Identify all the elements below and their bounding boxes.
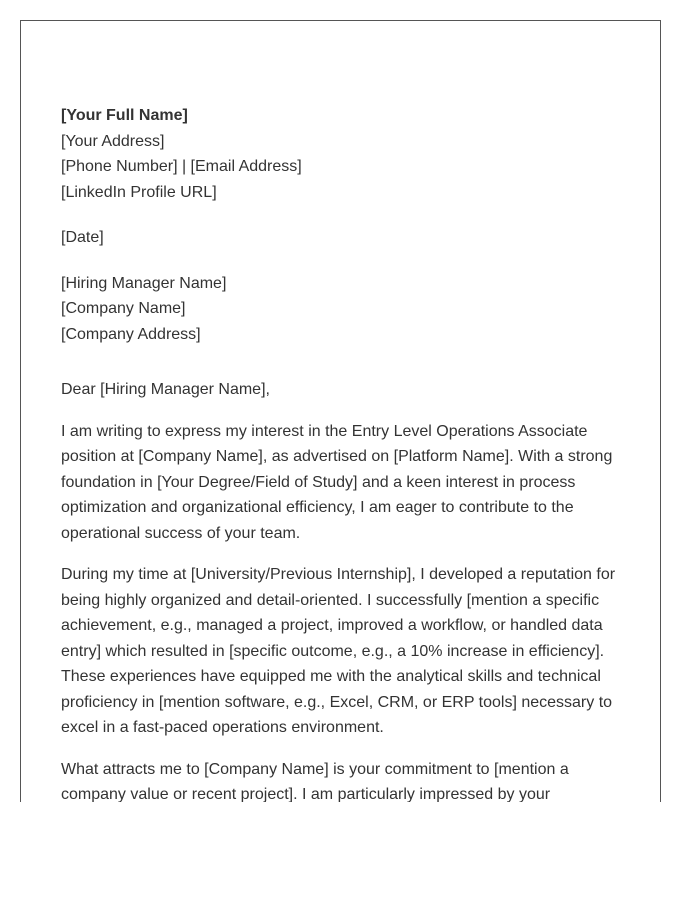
sender-linkedin: [LinkedIn Profile URL] [61,183,217,201]
letter-content [61,103,621,802]
sender-contact: [Phone Number] | [Email Address] [61,158,302,175]
date-text: [Date] [61,229,104,246]
recipient-company: [Company Name] [61,300,186,317]
salutation: Dear [Hiring Manager Name], [61,381,270,398]
recipient-block [61,271,621,348]
body-paragraph-1: I am writing to express my interest in the Entry Level Operations Associate position at [Company Name], as advertised on [Platform Name]. With a strong foundation in [Your Degree/Field of Study] and a keen interest in process optimization and organizational efficiency, I am eager to contribute to the operational success of your team. [61,422,613,542]
recipient-address: [Company Address] [61,325,201,343]
sender-address: [Your Address] [61,132,165,150]
body-paragraph-3: What attracts me to [Company Name] is your commitment to [mention a company value or recent project]. I am particularly impressed by your [61,760,569,802]
recipient-manager: [Hiring Manager Name] [61,274,227,292]
body-paragraph-2: During my time at [University/Previous Internship], I developed a reputation for being highly organized and detail-oriented. I successfully [mention a specific achievement, e.g., managed a project, improved a workflow, or handled data entry] which resulted in [specific outcome, e.g., a 10% increase in efficiency]. These experiences have equipped me with the analytical skills and technical proficiency in [mention software, e.g., Excel, CRM, or ERP tools] necessary to excel in a fast-paced operations environment. [61,566,616,736]
sender-block [61,103,621,205]
letter-page [20,20,661,802]
sender-name: [Your Full Name] [61,107,188,124]
letter-date [61,225,621,251]
